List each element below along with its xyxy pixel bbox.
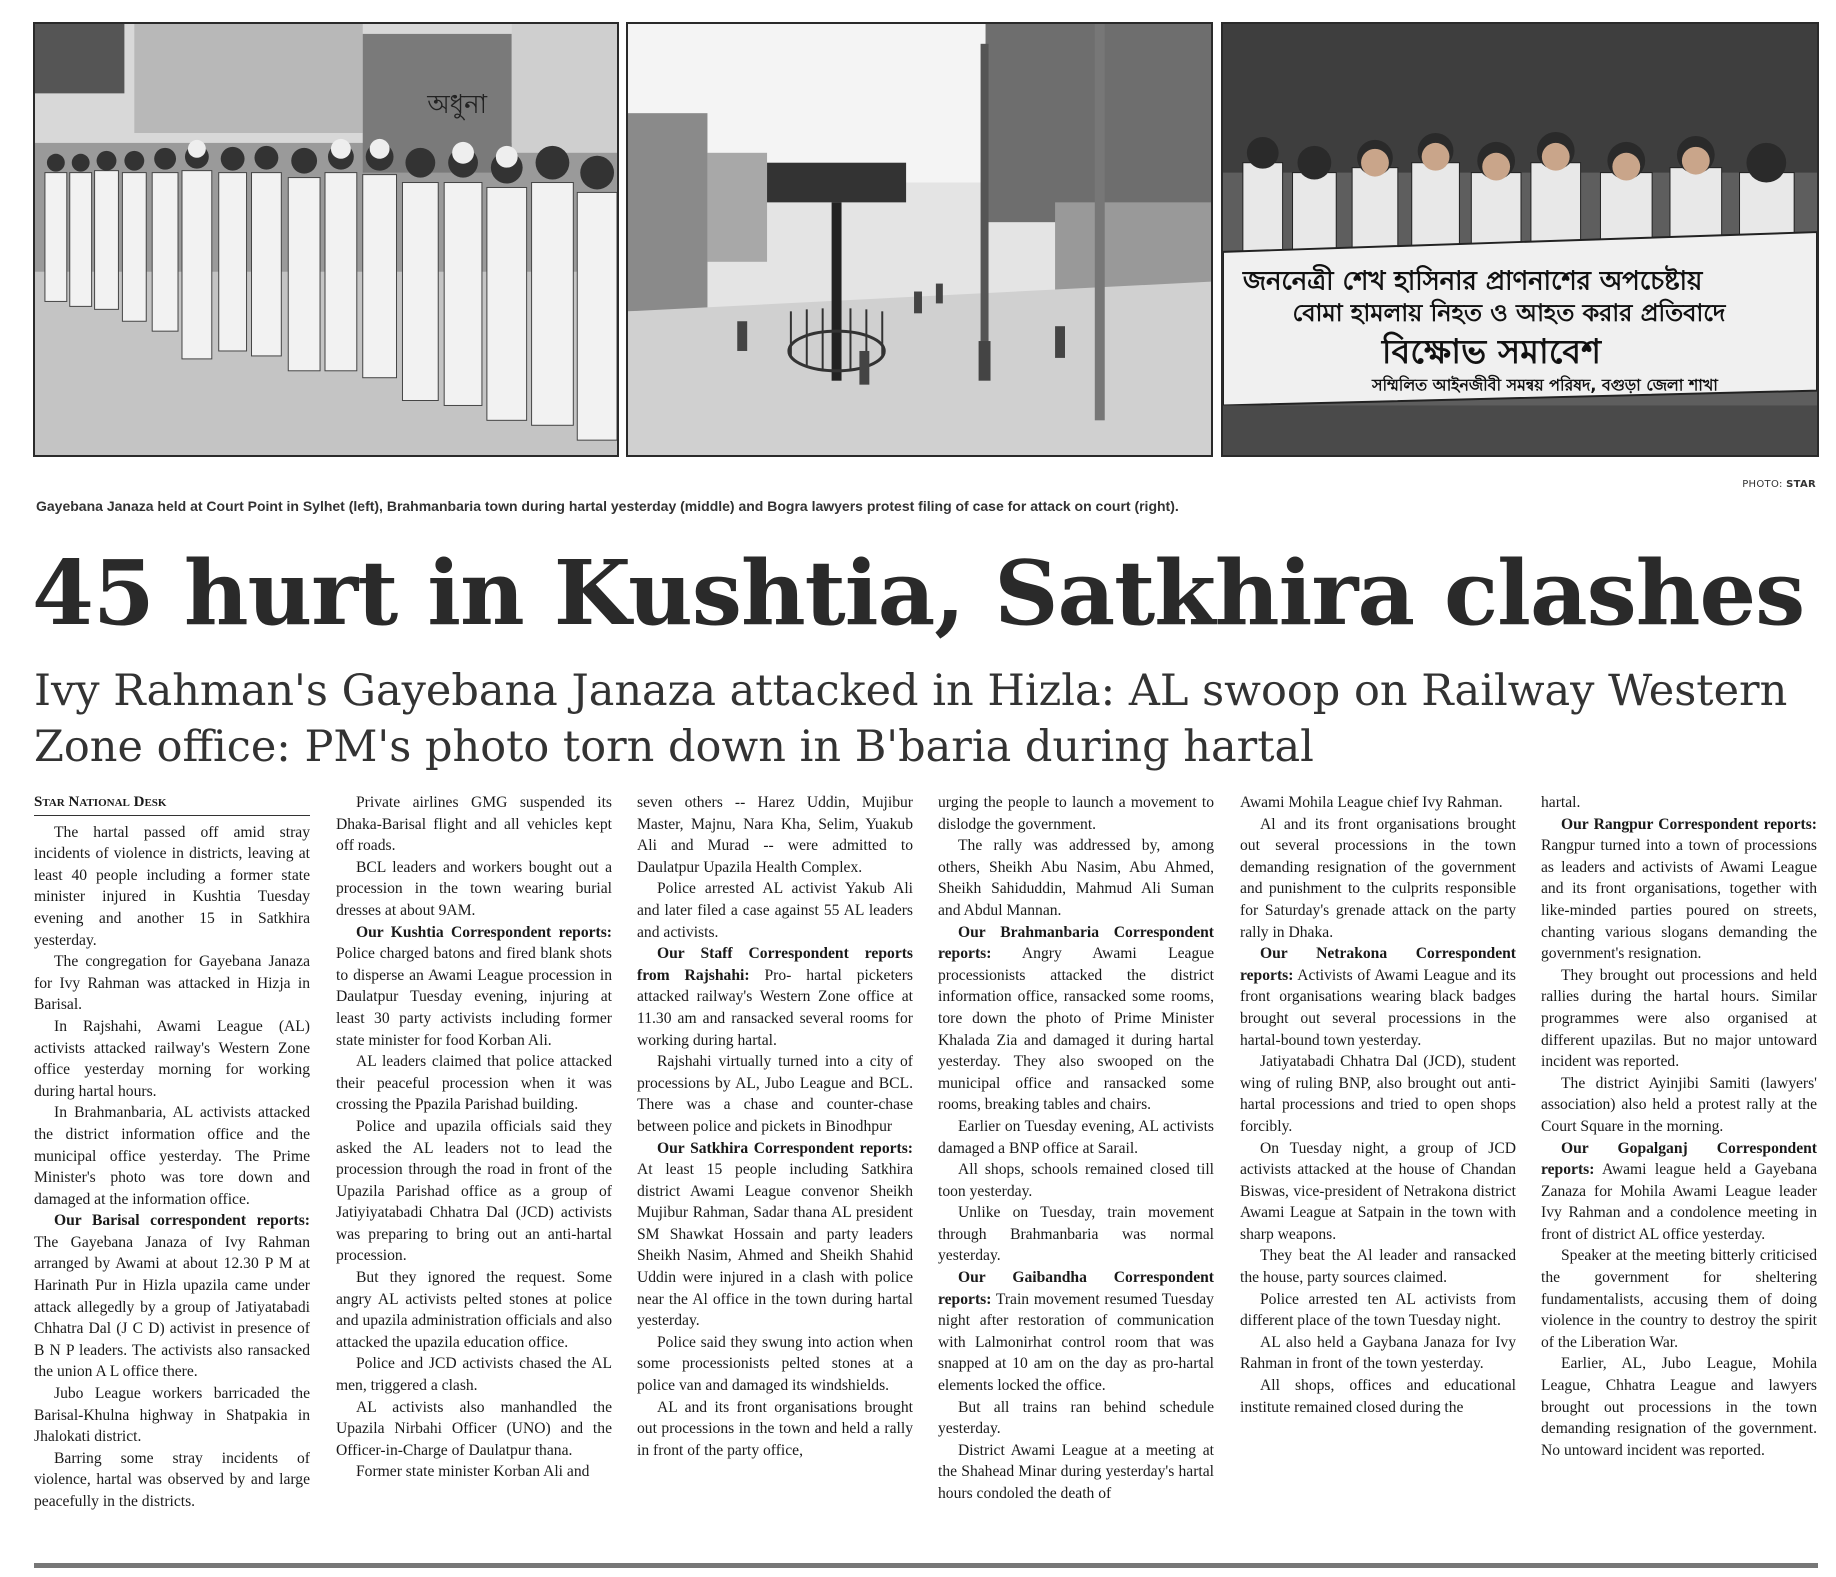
paragraph-text: Rangpur turned into a town of processions as leaders and activists of Awami League and its front organisations, together with like-minded parties poured on streets, chanting various slogans demanding the government's resignation.	[1541, 837, 1817, 963]
paragraph: On Tuesday night, a group of JCD activists attacked at the house of Chandan Biswas, vice-president of Netrakona district Awami League at Satpain in the town with sharp weapons.	[1240, 1139, 1516, 1243]
headline: 45 hurt in Kushtia, Satkhira clashes	[32, 540, 1805, 645]
paragraph: Unlike on Tuesday, train movement through Brahmanbaria was normal yesterday.	[938, 1204, 1214, 1265]
photo-credit	[1742, 479, 1816, 490]
section-lead-netrakona: Our Netrakona Correspondent reports:	[1240, 945, 1516, 984]
paragraph: The rally was addressed by, among others, Sheikh Abu Nasim, Abu Ahmed, Sheikh Sahiduddin, Mahmud Ali Suman and Abdul Mannan.	[938, 837, 1214, 919]
photo-credit-label: PHOTO:	[1742, 479, 1783, 490]
paragraph: Police and upazila officials said they asked the AL leaders not to lead the procession through the road in front of the Upazila Parishad office as a group of Jatiyiyatabadi Chhatra Dal (JCD) activists was preparing to bring out an anti-hartal procession.	[336, 1117, 612, 1265]
paragraph: Police arrested AL activist Yakub Ali and later filed a case against 55 AL leaders and activists.	[637, 880, 913, 941]
paragraph-text: The Gayebana Janaza of Ivy Rahman arranged by Awami at about 12.30 P M at Harinath Pur in Hizla upazila came under attack allegedly by a group of Jatiyatabadi Chhatra Dal (J C D) activist in presence of B N P leaders. The activists also ransacked the union A L office there.	[34, 1233, 310, 1381]
paragraph: In Brahmanbaria, AL activists attacked the district information office and the municipal office yesterday. The Prime Minister's photo was tore down and damaged at the information office.	[34, 1104, 310, 1208]
bottom-rule	[34, 1563, 1818, 1568]
section-lead-rangpur: Our Rangpur Correspondent reports:	[1561, 815, 1817, 833]
paragraph: But all trains ran behind schedule yesterday.	[938, 1398, 1214, 1438]
paragraph: AL activists also manhandled the Upazila Nirbahi Officer (UNO) and the Officer-in-Charge of Daulatpur thana.	[336, 1398, 612, 1459]
paragraph	[637, 943, 913, 1051]
paragraph-text: At least 15 people including Satkhira district Awami League convenor Sheikh Mujibur Rahman, Sadar thana AL president SM Shawkat Hossain and party leaders Sheikh Nasim, Ahmed and Sheikh Shahid Uddin were injured in a clash with police near the Al office in the town during hartal yesterday.	[637, 1161, 913, 1330]
section-lead-gaibandha: Our Gaibandha Correspondent reports:	[938, 1269, 1214, 1308]
article-column-2	[336, 792, 612, 1557]
paragraph: Former state minister Korban Ali and	[356, 1463, 590, 1481]
photo-bogra-lawyers-protest	[1221, 22, 1819, 457]
paragraph: The district Ayinjibi Samiti (lawyers' association) also held a protest rally at the Court Square in the morning.	[1541, 1074, 1817, 1135]
photo-credit-source: STAR	[1786, 479, 1816, 490]
paragraph: In Rajshahi, Awami League (AL) activists attacked railway's Western Zone office yesterday morning for working during hartal hours.	[34, 1017, 310, 1100]
photo-caption: Gayebana Janaza held at Court Point in Sylhet (left), Brahmanbaria town during hartal yesterday (middle) and Bogra lawyers protest filing of case for attack on court (right).	[36, 498, 1179, 514]
paragraph	[938, 922, 1214, 1116]
article-column-1	[34, 792, 310, 1557]
shop-sign-text: অধুনা	[427, 90, 488, 121]
paragraph: Police arrested ten AL activists from different place of the town Tuesday night.	[1240, 1290, 1516, 1330]
paragraph: They brought out processions and held rallies during the hartal hours. Similar programmes were also organised at different upazilas. But no major untoward incident was reported.	[1541, 966, 1817, 1071]
section-lead-gopalganj: Our Gopalganj Correspondent reports:	[1541, 1139, 1817, 1179]
paragraph: Earlier on Tuesday evening, AL activists damaged a BNP office at Sarail.	[938, 1117, 1214, 1157]
paragraph: Jatiyatabadi Chhatra Dal (JCD), student wing of ruling BNP, also brought out anti-hartal processions and tried to open shops forcibly.	[1240, 1053, 1516, 1135]
section-lead-kushtia: Our Kushtia Correspondent reports:	[356, 923, 612, 941]
paragraph: Barring some stray incidents of violence, hartal was observed by and large peacefully in the districts.	[34, 1449, 310, 1510]
paragraph: seven others -- Harez Uddin, Mujibur Master, Majnu, Nara Kha, Selim, Yuakub Ali and Murad -- were admitted to Daulatpur Upazila Health Complex.	[637, 794, 913, 876]
paragraph: Police said they swung into action when some processionists pelted stones at a police van and damaged its windshields.	[637, 1333, 913, 1395]
banner-line-1: জননেত্রী শেখ হাসিনার প্রাণনাশের অপচেষ্টায়	[1242, 266, 1703, 297]
byline: Star National Desk	[34, 792, 310, 816]
banner-line-4: সম্মিলিত আইনজীবী সমন্বয় পরিষদ, বগুড়া জেলা শাখা	[1371, 375, 1718, 395]
article-column-3	[637, 792, 913, 1557]
paragraph	[34, 1210, 310, 1383]
paragraph-text: Awami league held a Gayebana Zanaza for Mohila Awami League leader Ivy Rahman and a condolence meeting in front of district AL office yesterday.	[1541, 1161, 1817, 1243]
paragraph	[1240, 943, 1516, 1051]
paragraph: hartal.	[1541, 794, 1581, 811]
section-lead-satkhira: Our Satkhira Correspondent reports:	[657, 1139, 913, 1157]
section-lead-brahmanbaria: Our Brahmanbaria Correspondent reports:	[938, 923, 1214, 963]
paragraph: Rajshahi virtually turned into a city of processions by AL, Jubo League and BCL. There was a chase and counter-chase between police and pickets in Binodhpur	[637, 1053, 913, 1135]
paragraph-text: Activists of Awami League and its front organisations wearing black badges brought out several processions in the hartal-bound town yesterday.	[1240, 966, 1516, 1049]
paragraph: All shops, offices and educational institute remained closed during the	[1240, 1377, 1516, 1416]
paragraph: Private airlines GMG suspended its Dhaka-Barisal flight and all vehicles kept off roads.	[336, 794, 612, 855]
article-column-4	[938, 792, 1214, 1557]
paragraph	[938, 1267, 1214, 1397]
paragraph: Jubo League workers barricaded the Barisal-Khulna highway in Shatpakia in Jhalokati district.	[34, 1385, 310, 1446]
paragraph: Police and JCD activists chased the AL men, triggered a clash.	[336, 1355, 612, 1395]
subheadline: Ivy Rahman's Gayebana Janaza attacked in Hizla: AL swoop on Railway Western Zone office: PM's photo torn down in B'baria during hartal	[34, 666, 1788, 772]
paragraph: AL leaders claimed that police attacked their peaceful procession when it was crossing the Ppazila Parishad building.	[336, 1053, 612, 1114]
paragraph: AL also held a Gaybana Janaza for Ivy Rahman in front of the town yesterday.	[1240, 1333, 1516, 1373]
paragraph	[637, 1138, 913, 1332]
article-column-6	[1541, 792, 1817, 1557]
paragraph: But they ignored the request. Some angry AL activists pelted stones at police and upazila administration officials and also attacked the upazila education office.	[336, 1269, 612, 1351]
banner-line-2: বোমা হামলায় নিহত ও আহত করার প্রতিবাদে	[1292, 299, 1726, 328]
paragraph: The congregation for Gayebana Janaza for Ivy Rahman was attacked in Hizja in Barisal.	[34, 953, 310, 1014]
paragraph: District Awami League at a meeting at the Shahead Minar during yesterday's hartal hours condoled the death of	[938, 1441, 1214, 1502]
paragraph: The hartal passed off amid stray incidents of violence in districts, leaving at least 40 people including a former state minister injured in Kushtia Tuesday evening and another 15 in Satkhira yesterday.	[34, 823, 310, 949]
paragraph	[1541, 1138, 1817, 1246]
photo-brahmanbaria-street	[626, 22, 1213, 457]
section-lead-rajshahi: Our Staff Correspondent reports from Rajshahi:	[637, 945, 913, 984]
paragraph-text: Angry Awami League processionists attacked the district information office, ransacked some rooms, tore down the photo of Prime Minister Khalada Zia and damaged it during hartal yesterday. They also swooped on the municipal office and ransacked some rooms, breaking tables and chairs.	[938, 945, 1214, 1114]
paragraph-text: Pro- hartal picketers attacked railway's Western Zone office at 11.30 am and ransacked several rooms for working during hartal.	[637, 966, 913, 1049]
paragraph	[336, 922, 612, 1052]
paragraph: All shops, schools remained closed till toon yesterday.	[938, 1161, 1214, 1200]
paragraph: Awami Mohila League chief Ivy Rahman.	[1240, 794, 1503, 811]
paragraph	[1541, 814, 1817, 965]
banner-line-3: বিক্ষোভ সমাবেশ	[1381, 331, 1602, 371]
paragraph: They beat the Al leader and ransacked the house, party sources claimed.	[1240, 1247, 1516, 1287]
article-column-5	[1240, 792, 1516, 1557]
paragraph: BCL leaders and workers bought out a procession in the town wearing burial dresses at about 9AM.	[336, 858, 612, 919]
paragraph-text: Train movement resumed Tuesday night after restoration of communication with Lalmonirhat control room that was snapped at 10 am on the day as pro-hartal elements locked the office.	[938, 1290, 1214, 1395]
paragraph: Al and its front organisations brought out several processions in the town demanding resignation of the government and punishment to the culprits responsible for Saturday's grenade attack on the party rally in Dhaka.	[1240, 815, 1516, 941]
section-lead-barisal: Our Barisal correspondent reports:	[54, 1212, 310, 1230]
paragraph: Speaker at the meeting bitterly criticised the government for sheltering fundamentalists, accusing them of doing violence in the country to destroy the spirit of the Liberation War.	[1541, 1247, 1817, 1351]
paragraph: Earlier, AL, Jubo League, Mohila League, Chhatra League and lawyers brought out processions in the town demanding resignation of the government. No untoward incident was reported.	[1541, 1355, 1817, 1459]
paragraph: urging the people to launch a movement to dislodge the government.	[938, 794, 1214, 833]
photo-janaza-sylhet	[33, 22, 619, 457]
paragraph-text: Police charged batons and fired blank shots to disperse an Awami League procession in Daulatpur Tuesday evening, injuring at least 30 party activists including former state minister for food Korban Ali.	[336, 945, 612, 1049]
paragraph: AL and its front organisations brought out processions in the town and held a rally in front of the party office,	[637, 1398, 913, 1459]
